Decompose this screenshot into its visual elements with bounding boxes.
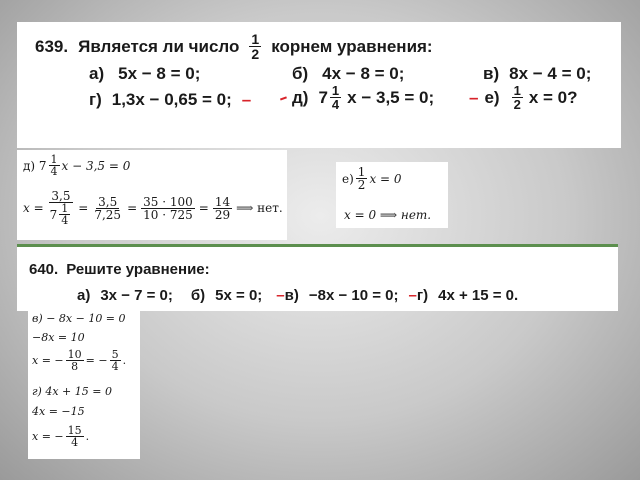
- solution-e-panel: [336, 162, 448, 228]
- item-640v-label: в): [284, 287, 299, 304]
- equals-sign: =: [198, 201, 209, 215]
- check-mark-g: –: [241, 90, 252, 109]
- problem-640-panel: [17, 244, 618, 311]
- check-mark-640g: –: [408, 287, 417, 304]
- fraction-5-over-4: $\frac{5}{4}$: [111, 348, 119, 373]
- fraction-10-over-8: $\frac{10}{8}$: [67, 348, 82, 373]
- item-640g-label: г): [416, 287, 429, 304]
- item-e-equation: x = 0?: [528, 87, 578, 107]
- item-640b-label: б): [190, 287, 206, 304]
- item-g-equation: 1,3x − 0,65 = 0;: [111, 90, 232, 109]
- item-a-equation: 5x − 8 = 0;: [118, 64, 201, 83]
- solution-d-line1-start: д) 7: [23, 158, 47, 173]
- solution-640v-line1: в) − 8x − 10 = 0: [32, 312, 126, 325]
- solution-e-label: е): [342, 171, 354, 186]
- fraction-1-2: $\frac{1}{2}$: [357, 165, 366, 192]
- item-640a-label: а): [77, 287, 91, 304]
- item-640v-equation: −8x − 10 = 0;: [308, 287, 399, 304]
- fraction-3.5-over-7.25: $\frac{3,5}{7,25}$: [94, 194, 122, 222]
- check-mark-640v: –: [276, 287, 285, 304]
- solution-640v-end: .: [122, 354, 127, 367]
- item-e-label: е): [484, 87, 500, 107]
- solution-640v-x: x = −: [32, 354, 64, 367]
- equals-sign: =: [78, 201, 89, 215]
- check-mark-e: –: [469, 87, 479, 107]
- item-640a-equation: 3x − 7 = 0;: [100, 287, 173, 304]
- solution-640g-end: .: [85, 430, 90, 443]
- item-g-label: г): [89, 90, 102, 109]
- solution-640v-equals: = −: [85, 354, 108, 367]
- solution-d-panel: [17, 150, 287, 240]
- item-b-equation: 4x − 8 = 0;: [322, 64, 405, 83]
- solution-640g-line2: 4x = −15: [32, 405, 85, 418]
- solution-e-line1: x = 0: [369, 171, 402, 186]
- mixed-number-7-1-4: 7 $\frac{1}{4}$: [318, 83, 340, 112]
- fraction-3.5-over-mixed: 3,5 7 $\frac{1}{4}$: [49, 189, 71, 227]
- item-d-label: д): [292, 87, 309, 107]
- solution-640v-line2: −8x = 10: [32, 331, 85, 344]
- fraction-14-over-29: $\frac{14}{29}$: [214, 194, 231, 222]
- problem-640-number: 640.: [29, 261, 59, 278]
- solution-e-conclusion: x = 0 ⟹ нет.: [344, 208, 432, 222]
- item-640g-equation: 4x + 15 = 0.: [438, 287, 519, 304]
- fraction-1-4: $\frac{1}{4}$: [50, 153, 58, 178]
- solution-d-conclusion: ⟹ нет.: [236, 201, 283, 215]
- check-mark-d: –: [275, 87, 291, 109]
- fraction-one-half: $\frac{1}{2}$: [251, 31, 260, 62]
- equals-sign: =: [127, 201, 138, 215]
- fraction-e: $\frac{1}{2}$: [513, 83, 521, 112]
- item-v-equation: 8x − 4 = 0;: [509, 64, 592, 83]
- item-a-label: а): [89, 64, 105, 83]
- fraction-35x100-over-10x725: $\frac{35 \cdot 100}{10 \cdot 725}$: [143, 194, 193, 222]
- item-d-equation: x − 3,5 = 0;: [347, 87, 435, 107]
- solution-d-x-equals: x =: [23, 201, 44, 215]
- problem-639-question-end: корнем уравнения:: [271, 36, 433, 56]
- item-v-label: в): [483, 64, 500, 83]
- problem-639-question: Является ли число: [78, 36, 240, 56]
- solution-640g-line1: г) 4x + 15 = 0: [32, 385, 112, 398]
- problem-639-number: 639.: [35, 36, 69, 56]
- problem-639-panel: [17, 22, 621, 148]
- item-640b-equation: 5x = 0;: [215, 287, 263, 304]
- solution-640-panel: [28, 309, 140, 459]
- item-b-label: б): [292, 64, 309, 83]
- solution-d-line1-end: x − 3,5 = 0: [61, 158, 131, 173]
- problem-640-title: Решите уравнение:: [66, 261, 210, 278]
- fraction-15-over-4: $\frac{15}{4}$: [67, 424, 82, 449]
- solution-640g-x: x = −: [32, 430, 64, 443]
